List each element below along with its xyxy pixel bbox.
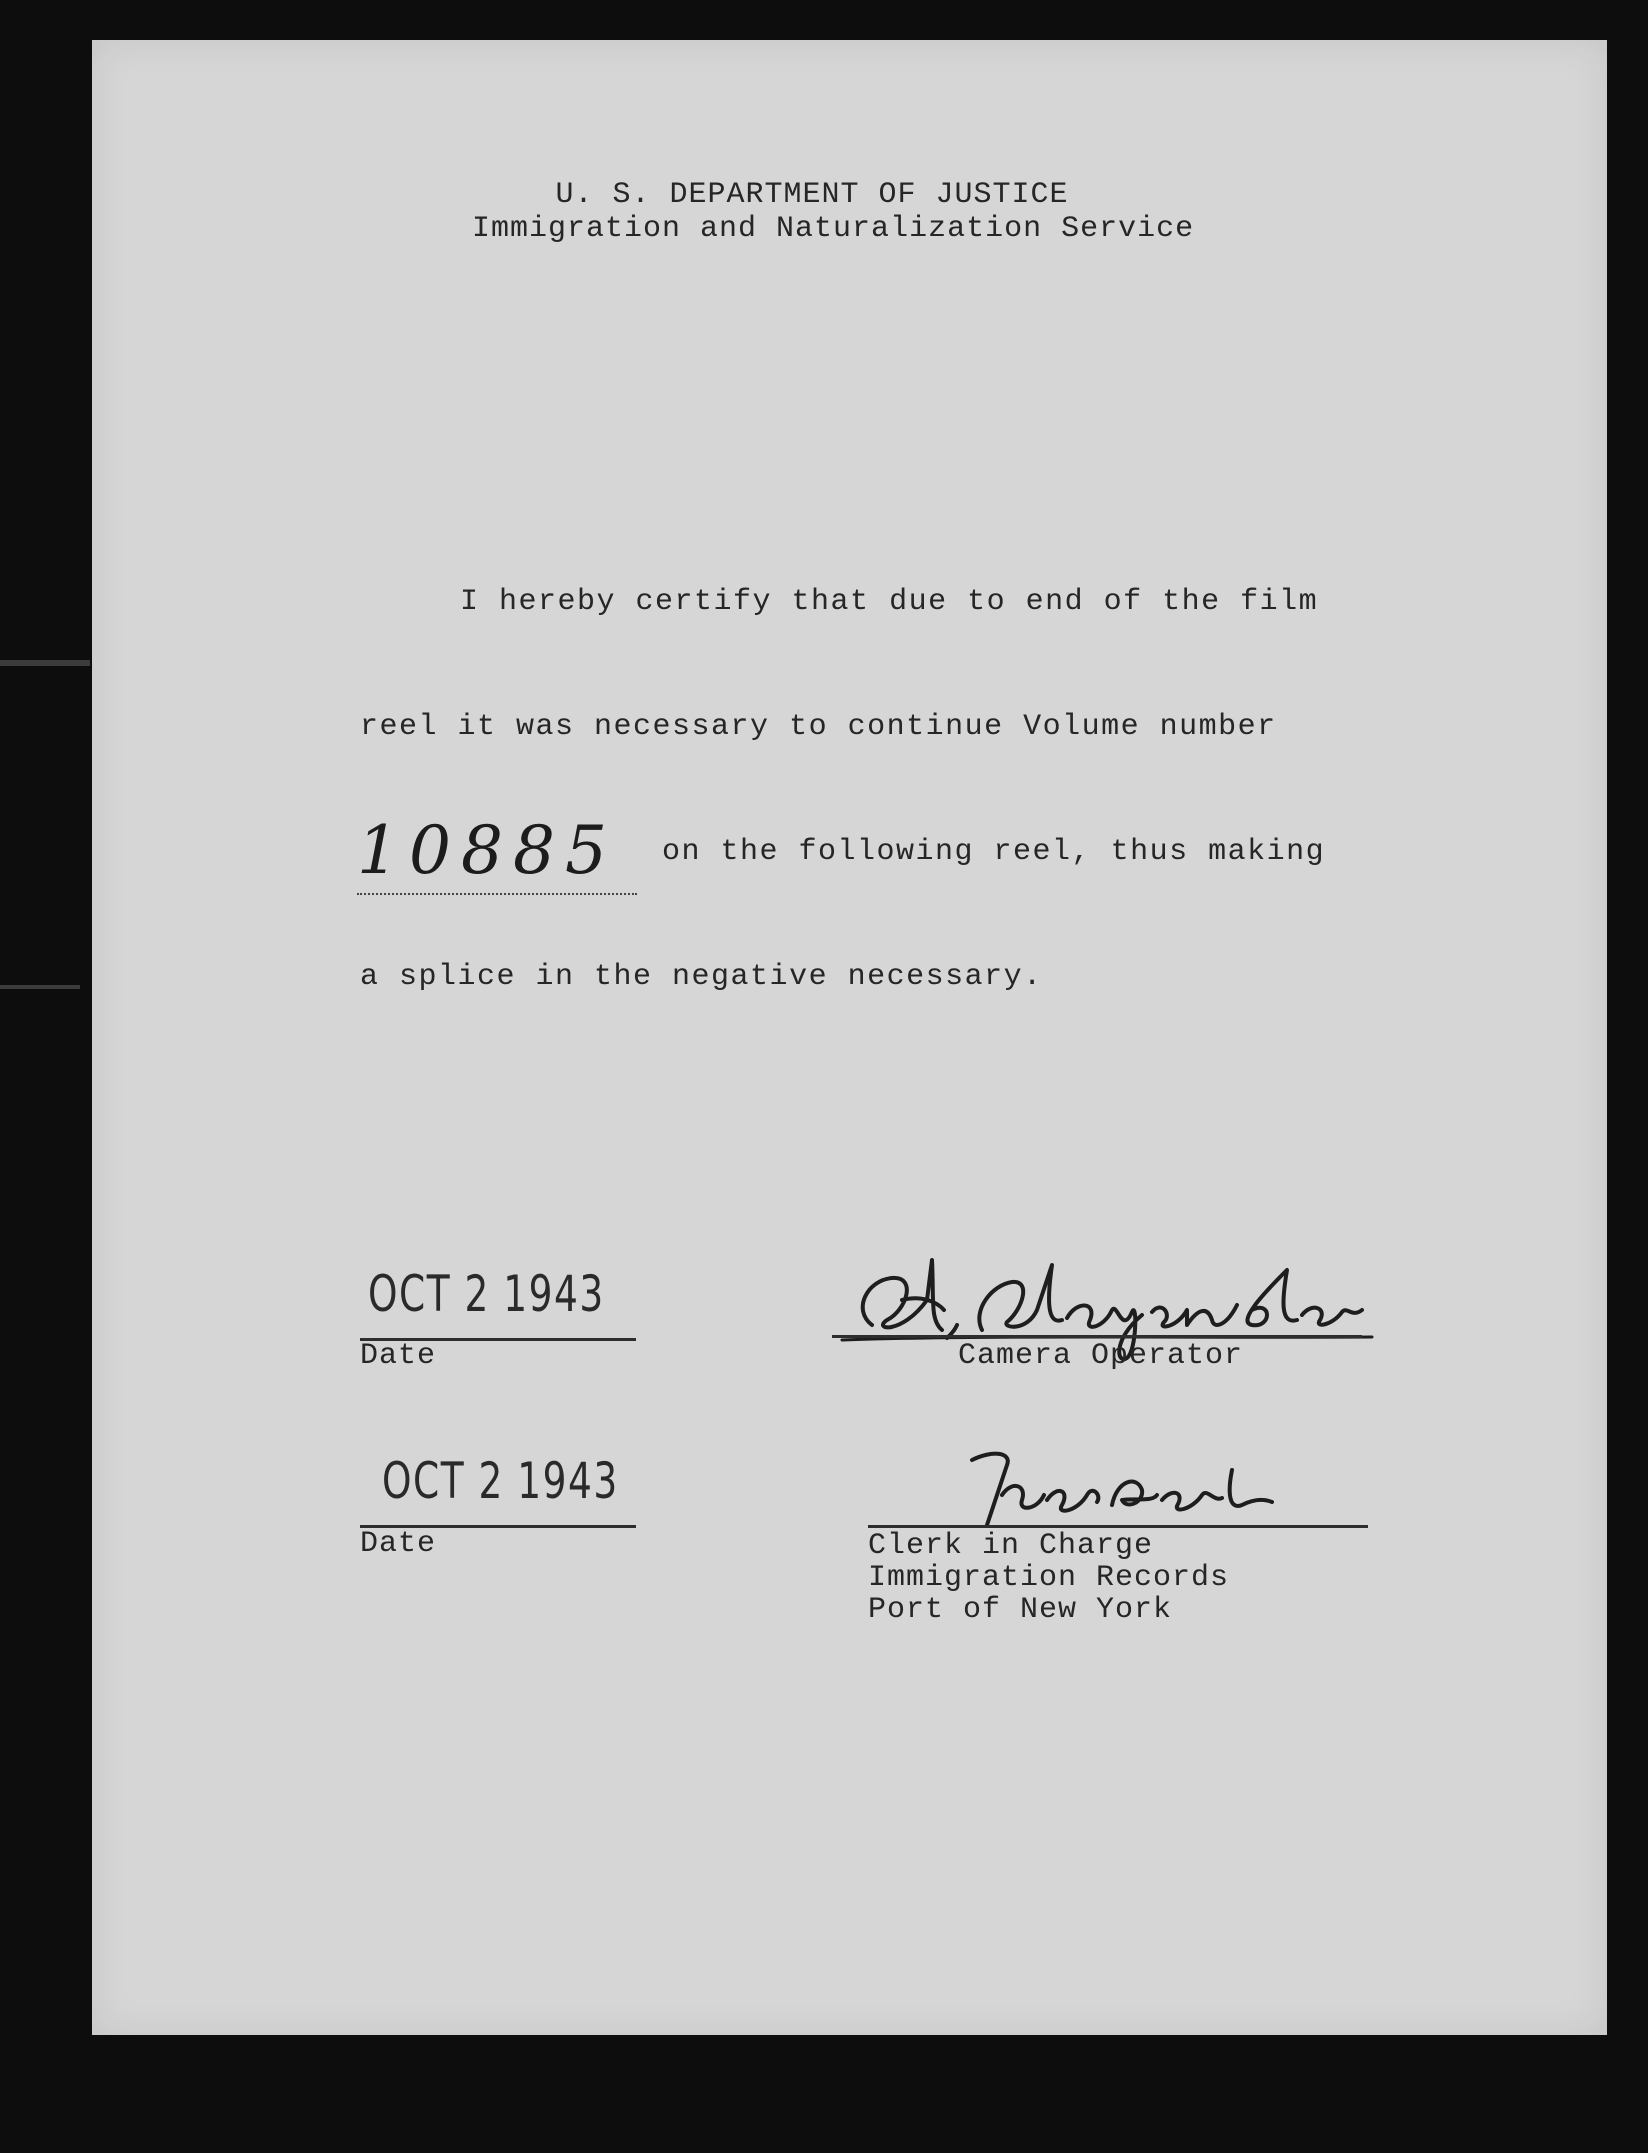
date-stamp-2: OCT 2 1943 [382, 1452, 619, 1510]
clerk-label-line3: Port of New York [868, 1593, 1173, 1627]
scanner-edge-mark [0, 985, 80, 989]
volume-number-underline [357, 893, 637, 895]
header-service: Immigration and Naturalization Service [472, 212, 1195, 246]
date-label-1: Date [360, 1339, 437, 1373]
date-label-2: Date [360, 1527, 437, 1561]
date-stamp-1: OCT 2 1943 [368, 1265, 605, 1323]
clerk-label-line2: Immigration Records [868, 1561, 1230, 1595]
document-header [472, 178, 1195, 246]
volume-number-handwritten: 10885 [357, 812, 617, 889]
clerk-label-line1: Clerk in Charge [868, 1529, 1154, 1563]
body-line-3: on the following reel, thus making [662, 835, 1326, 869]
scanner-edge-mark [0, 660, 90, 666]
camera-operator-line [832, 1335, 1362, 1338]
body-line-2: reel it was necessary to continue Volume number [360, 710, 1277, 744]
header-department: U. S. DEPARTMENT OF JUSTICE [555, 178, 1069, 212]
body-line-1: I hereby certify that due to end of the film [460, 585, 1319, 619]
clerk-line [868, 1525, 1368, 1528]
body-line-4: a splice in the negative necessary. [360, 960, 1043, 994]
document-page [92, 40, 1607, 2035]
camera-operator-label: Camera Operator [958, 1339, 1244, 1373]
